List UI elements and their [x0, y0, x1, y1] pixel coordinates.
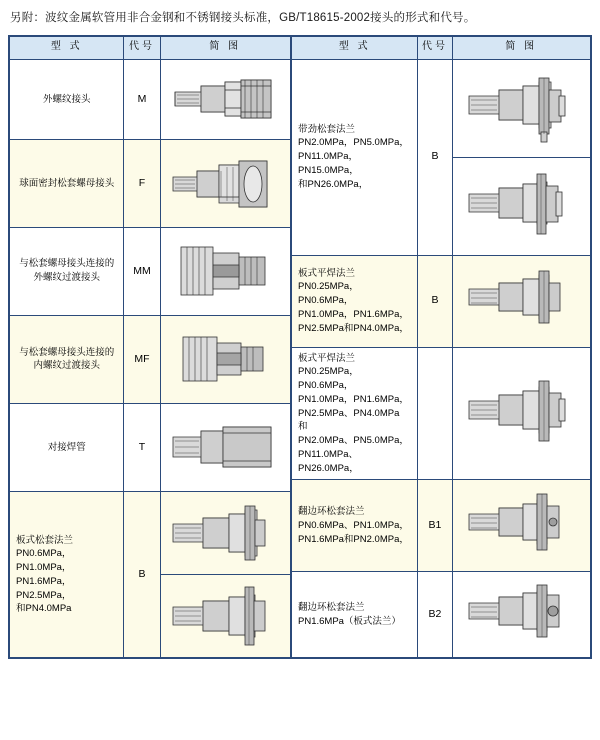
- fitting-figure-cell: [160, 59, 290, 140]
- female-thread-transition-drawing: [167, 325, 283, 393]
- table-row: [292, 480, 591, 572]
- fitting-type-cell: [10, 492, 124, 658]
- fitting-type-cell: 与松套螺母接头连接的内螺纹过渡接头: [10, 315, 124, 403]
- lap-joint-flange-drawing: [459, 486, 583, 566]
- plate-loose-flange-drawing: [167, 500, 283, 566]
- type-line: 板式松套法兰: [16, 534, 74, 546]
- fitting-type-cell: [292, 572, 418, 658]
- fitting-code-cell: [418, 347, 452, 480]
- type-line: PN1.0MPa，PN1.6MPa，: [298, 393, 409, 405]
- male-thread-transition-drawing: [167, 237, 283, 305]
- table-row: [292, 572, 591, 658]
- threaded-male-connector-drawing: [167, 68, 283, 130]
- type-line: PN1.0MPa，PN1.6MPa，: [298, 308, 409, 320]
- fitting-code-cell: B1: [418, 480, 452, 572]
- type-line: 和PN26.0MPa，: [298, 178, 369, 190]
- fitting-figure-cell: [452, 255, 590, 347]
- type-line: 和PN4.0MPa: [16, 603, 72, 615]
- table-row: [292, 347, 591, 480]
- type-line: PN11.0MPa，PN15.0MPa，: [298, 151, 359, 176]
- type-line: PN2.5MPa和PN4.0MPa，: [298, 322, 409, 334]
- fitting-figure-cell: [452, 157, 590, 255]
- type-line: 翻边环松套法兰: [298, 506, 365, 518]
- fitting-figure-cell: [452, 347, 590, 480]
- type-line: PN0.6MPa，PN1.0MPa，: [16, 548, 72, 574]
- column-header-type: 型 式: [292, 36, 418, 59]
- spherical-seal-union-nut-drawing: [167, 151, 283, 217]
- type-line: PN1.6MPa，PN2.5MPa，: [16, 575, 72, 601]
- type-line: PN0.25MPa，PN0.6MPa，: [298, 366, 359, 392]
- fitting-type-cell: 与松套螺母接头连接的外螺纹过渡接头: [10, 227, 124, 315]
- fitting-code-cell: B2: [418, 572, 452, 658]
- page-title: 另附：波纹金属软管用非合金钢和不锈钢接头标准，GB/T18615-2002接头的形式和代号。: [10, 12, 476, 24]
- type-line: PN1.6MPa和PN2.0MPa，: [298, 533, 409, 545]
- type-line: PN0.25MPa，PN0.6MPa，: [298, 281, 359, 307]
- column-header-code: 代号: [418, 36, 452, 59]
- table-row: [10, 315, 291, 403]
- fitting-figure-cell: [452, 572, 590, 658]
- butt-weld-pipe-drawing: [167, 417, 283, 479]
- type-line: PN2.0MPa、PN5.0MPa，: [298, 435, 409, 447]
- fitting-figure-cell: [160, 315, 290, 403]
- fitting-code-cell: M: [124, 59, 160, 140]
- type-line: 板式平焊法兰: [298, 267, 356, 279]
- fitting-figure-cell: [160, 140, 290, 227]
- fitting-code-cell: F: [124, 140, 160, 227]
- fitting-figure-cell: [160, 404, 290, 492]
- table-header-row: [10, 36, 291, 59]
- ribbed-loose-flange-drawing: [459, 66, 583, 150]
- type-line: PN0.6MPa、PN1.0MPa，: [298, 520, 409, 532]
- fitting-figure-cell: [452, 59, 590, 157]
- fitting-type-cell: [292, 480, 418, 572]
- fitting-type-cell: [292, 255, 418, 347]
- type-line: PN11.0MPa、PN26.0MPa，: [298, 448, 359, 474]
- fitting-code-cell: T: [124, 404, 160, 492]
- fitting-type-cell: 对接焊管: [10, 404, 124, 492]
- fitting-code-cell: B: [124, 492, 160, 658]
- fitting-type-cell: 球面密封松套螺母接头: [10, 140, 124, 227]
- lap-joint-flange-drawing-2: [459, 577, 583, 653]
- fitting-code-cell: MM: [124, 227, 160, 315]
- table-row: [292, 59, 591, 157]
- type-line: PN1.6MPa（板式法兰）: [298, 615, 401, 627]
- table-row: [10, 140, 291, 227]
- column-header-figure: 简 图: [160, 36, 290, 59]
- fitting-type-cell: 外螺纹接头: [10, 59, 124, 140]
- table-header-row: [292, 36, 591, 59]
- table-row: [10, 59, 291, 140]
- fitting-figure-cell: [160, 492, 290, 575]
- left-fitting-table: [9, 36, 291, 659]
- type-line: 带劲松套法兰: [298, 123, 356, 135]
- tables-container: [8, 35, 592, 660]
- table-row: [10, 227, 291, 315]
- right-fitting-table: [291, 36, 591, 659]
- ribbed-loose-flange-drawing-2: [459, 164, 583, 248]
- type-line: PN2.0MPa，PN5.0MPa，: [298, 137, 409, 149]
- type-line: PN2.5MPa、PN4.0MPa 和: [298, 407, 400, 433]
- plate-welding-flange-drawing-2: [459, 367, 583, 459]
- column-header-type: 型 式: [10, 36, 124, 59]
- column-header-code: 代号: [124, 36, 160, 59]
- fitting-figure-cell: [160, 227, 290, 315]
- fitting-figure-cell: [452, 480, 590, 572]
- plate-welding-flange-drawing: [459, 261, 583, 341]
- fitting-type-cell: [292, 347, 418, 480]
- table-row: [292, 255, 591, 347]
- type-line: 板式平焊法兰: [298, 352, 356, 364]
- fitting-type-cell: [292, 59, 418, 255]
- fitting-code-cell: B: [418, 255, 452, 347]
- fitting-code-cell: B: [418, 59, 452, 255]
- plate-loose-flange-drawing-2: [167, 583, 283, 649]
- table-row: [10, 492, 291, 575]
- fitting-code-cell: MF: [124, 315, 160, 403]
- type-line: 翻边环松套法兰: [298, 602, 365, 614]
- fitting-figure-cell: [160, 575, 290, 658]
- table-row: [10, 404, 291, 492]
- column-header-figure: 简 图: [452, 36, 590, 59]
